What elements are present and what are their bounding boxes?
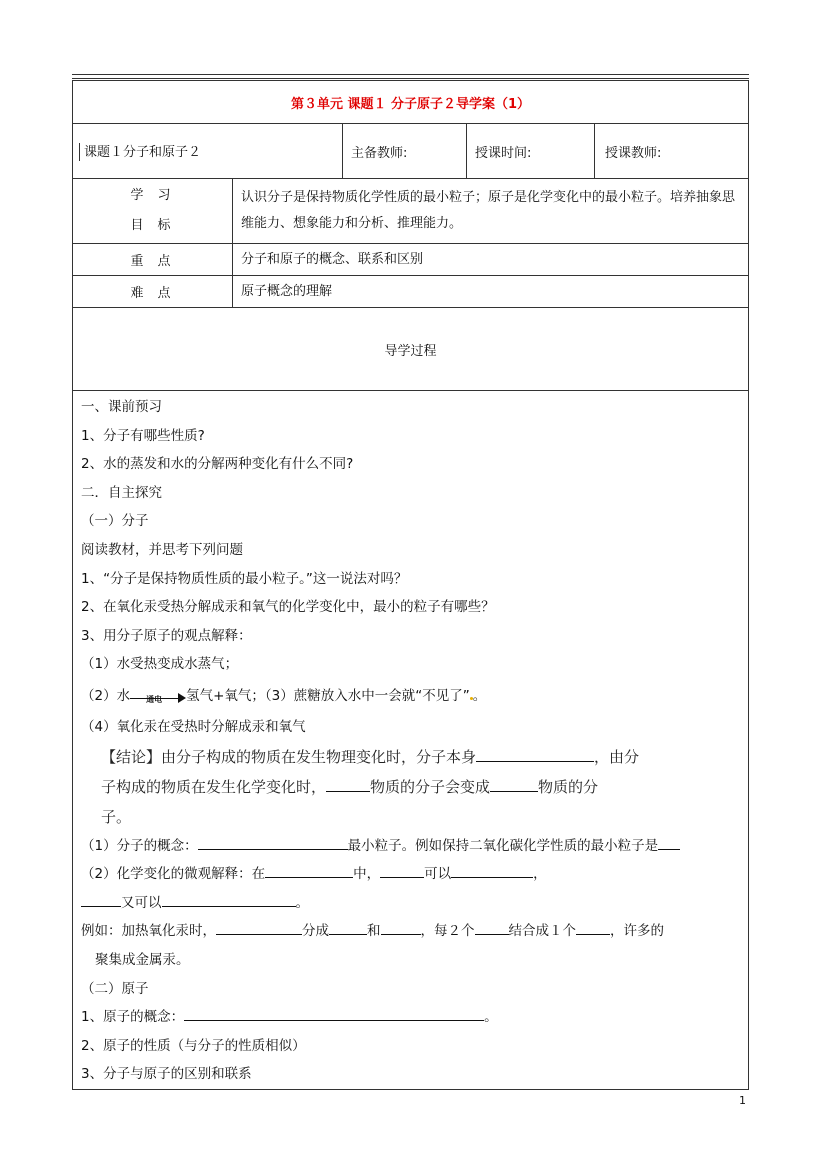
example-e: 结合成１个 [508,923,576,940]
explain-item-2-prefix: （2）水 [81,687,131,704]
atom-concept-suffix: 。 [484,1009,498,1026]
conclusion-block [81,742,742,832]
blank-field[interactable] [329,920,367,935]
micro-explanation-cont [81,889,742,918]
key-point-content: 分子和原子的概念、联系和区别 [233,244,749,276]
explain-item-2-3 [81,679,742,713]
topic-cell [73,124,343,179]
example-c: 和 [367,923,381,940]
class-teacher-cell: 授课教师: [595,124,749,179]
goals-label [73,179,233,244]
blank-field[interactable] [81,892,121,907]
blank-field[interactable] [380,863,424,878]
blank-field[interactable] [265,863,353,878]
blank-field[interactable] [475,920,509,935]
section-preview: 一、课前预习 [81,399,162,415]
key-point-label: 重点 [73,244,233,276]
cursor-bar [79,143,80,161]
example-a: 例如：加热氧化汞时， [81,923,216,940]
blank-field[interactable] [184,1006,484,1021]
micro-explanation-d: ， [533,866,547,883]
explore-question-3: 3、用分子原子的观点解释： [81,627,252,644]
blank-field[interactable] [326,777,370,792]
reaction-condition: 通电 [146,694,163,704]
conclusion-line-1 [101,742,742,772]
explore-question-1: 1、“分子是保持物质性质的最小粒子。”这一说法对吗？ [81,570,408,587]
conclusion-text-2a: 子构成的物质在发生化学变化时， [101,777,327,796]
goals-content: 认识分子是保持物质化学性质的最小粒子；原子是化学变化中的最小粒子。培养抽象思维能力、想象能力和分析、推理能力。 [233,179,749,244]
explore-question-2: 2、在氧化汞受热分解成汞和氧气的化学变化中，最小的粒子有哪些？ [81,599,495,616]
example-f: ，许多的 [610,923,664,940]
atom-concept [81,1003,742,1032]
molecule-concept [81,832,742,861]
question-1: 1、分子有哪些性质? [81,427,205,444]
conclusion-text-2b: 物质的分子会变成 [370,777,491,796]
explain-item-2-rest: 氢气+氧气；（3）蔗糖放入水中一会就“不见了” [186,687,470,704]
conclusion-text-1b: ，由分 [594,747,640,766]
difficulty-label: 难点 [73,276,233,308]
reading-instruction: 阅读教材，并思考下列问题 [81,541,243,558]
explain-item-end: 。 [472,687,487,704]
blank-field[interactable] [216,920,302,935]
blank-field[interactable] [476,747,594,762]
conclusion-line-3: 子。 [101,807,132,826]
topic-label: 课题１分子和原子２ [84,144,202,160]
goals-row [73,179,749,244]
micro-explanation-c: 可以 [424,866,452,883]
molecule-atom-relation: 3、分子与原子的区别和联系 [81,1066,252,1083]
lesson-plan-table [72,80,749,1090]
document-title: 第３单元 课题１ 分子原子２导学案（1） [73,81,749,124]
blank-field[interactable] [198,835,348,850]
section-explore: 二．自主探究 [81,484,162,501]
conclusion-text-2c: 物质的分 [538,777,599,796]
class-time-cell: 授课时间: [467,124,595,179]
difficulty-row [73,276,749,308]
example-b: 分成 [302,923,329,940]
micro-explanation-f: 。 [295,894,309,911]
example-line [81,917,742,946]
micro-explanation-a: （2）化学变化的微观解释：在 [81,866,266,883]
reaction-arrow-icon [130,689,186,703]
blank-field[interactable] [162,892,296,907]
guide-body [73,391,749,1090]
header-rule-2 [72,78,749,79]
goals-label-line1: 学习 [130,188,185,203]
subsection-molecule: （一）分子 [81,513,149,530]
goals-label-line2: 目标 [130,218,185,233]
key-point-row [73,244,749,276]
blank-field[interactable] [451,863,533,878]
conclusion-line-2 [101,772,742,802]
blank-field[interactable] [658,835,680,850]
question-2: 2、水的蒸发和水的分解两种变化有什么不同? [81,456,354,473]
example-line-cont: 聚集成金属汞。 [95,951,190,968]
conclusion-text-1a: 【结论】由分子构成的物质在发生物理变化时，分子本身 [101,747,477,766]
micro-explanation-b: 中， [353,866,381,883]
blank-field[interactable] [576,920,610,935]
header-rule [72,74,749,75]
atom-property: 2、原子的性质（与分子的性质相似） [81,1037,306,1054]
atom-concept-prefix: 1、原子的概念： [81,1009,185,1026]
molecule-concept-prefix: （1）分子的概念： [81,837,198,854]
micro-explanation-e: 又可以 [121,894,162,911]
guide-title: 导学过程 [73,308,749,391]
example-d: ，每２个 [420,923,475,940]
explain-item-4: （4）氧化汞在受热时分解成汞和氧气 [81,718,306,735]
info-row [73,124,749,179]
blank-field[interactable] [490,777,538,792]
difficulty-content: 原子概念的理解 [233,276,749,308]
blank-field[interactable] [381,920,421,935]
subsection-atom: （二）原子 [81,980,149,997]
page-number: 1 [739,1094,746,1107]
micro-explanation [81,860,742,889]
explain-item-1: （1）水受热变成水蒸气； [81,656,239,673]
main-teacher-cell: 主备教师: [343,124,467,179]
molecule-concept-suffix: 最小粒子。例如保持二氧化碳化学性质的最小粒子是 [347,837,659,854]
